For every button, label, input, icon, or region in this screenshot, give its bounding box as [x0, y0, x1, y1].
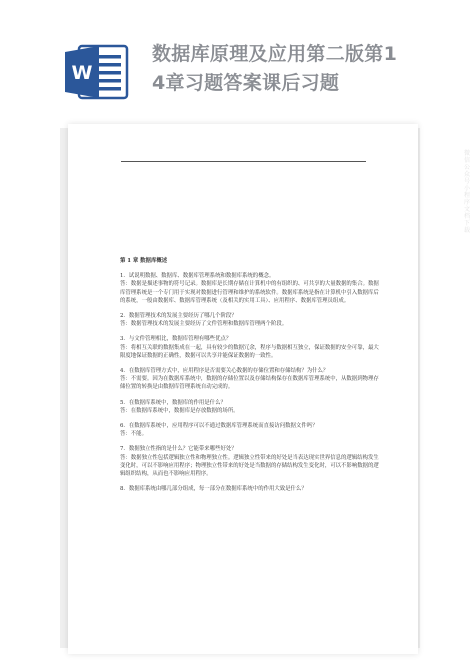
question-block — [120, 367, 382, 392]
title-line-1: 数据库原理及应用第二版第1 — [152, 43, 398, 65]
question-block — [120, 485, 382, 493]
question-block — [120, 422, 382, 438]
document-page — [68, 124, 418, 654]
answer-text: 答：数据独立性包括逻辑独立性和物理独立性。逻辑独立性带来的好处是当表达现实世界信息的逻辑结构发生变化时，可以不影响应用程序；物理独立性带来的好处是当数据的存储结构发生变化时，可以不影响数据的逻辑组织结构，从而也不影响应用程序。 — [120, 454, 379, 478]
question-text: 4．在数据库管理方式中，应用程序是否需要关心数据的存储位置和存储结构？为什么？ — [120, 368, 329, 375]
question-text: 1．试说明数据、数据库、数据库管理系统和数据库系统的概念。 — [120, 273, 275, 280]
svg-text:W: W — [71, 62, 93, 84]
question-block — [120, 312, 382, 328]
question-text: 7．数据独立性指的是什么？它能带来哪些好处？ — [120, 446, 237, 453]
answer-text: 答：不能。 — [120, 431, 147, 438]
answer-text: 答：将相互关联的数据集成在一起，具有较少的数据冗余，程序与数据相互独立，保证数据的安全可靠，最大限度地保证数据的正确性，数据可以共享并能保证数据的一致性。 — [120, 344, 379, 359]
answer-text: 答：数据是描述事物的符号记录。数据库是长期存储在计算机中的有组织的、可共享的大量数据的集合。数据库管理系统是一个专门用于实现对数据进行管理和维护的系统软件。数据库系统是指在计算机中引入数据库后的系统，一般由数据库、数据库管理系统（及相关的实用工具）、应用程序、数据库管理员组成。 — [120, 281, 379, 304]
question-text: 2．数据管理技术的发展主要经历了哪几个阶段？ — [120, 313, 237, 320]
question-block — [120, 445, 382, 478]
question-text: 3．与文件管理相比，数据库管理有哪些优点？ — [120, 336, 232, 343]
header-rule — [121, 161, 366, 162]
answer-text: 答：在数据库系统中，数据库是存放数据的场所。 — [120, 407, 239, 414]
answer-text: 答：数据管理技术的发展主要经历了文件管理和数据库管理两个阶段。 — [120, 321, 288, 328]
document-title — [152, 40, 452, 98]
side-watermark: 微信公众号小程序文档下载 — [464, 150, 471, 234]
question-text: 5．在数据库系统中，数据库的作用是什么？ — [120, 399, 226, 406]
chapter-heading: 第 1 章 数据库概述 — [120, 258, 168, 264]
question-text: 6．在数据库系统中，应用程序可以不通过数据库管理系统而直接访问数据文件吗？ — [120, 423, 318, 430]
question-block — [120, 399, 382, 415]
title-line-2: 4章习题答案课后习题 — [152, 72, 340, 94]
question-block — [120, 335, 382, 360]
question-text: 8．数据库系统由哪几部分组成，每一部分在数据库系统中的作用大致是什么？ — [120, 486, 307, 493]
word-document-icon — [63, 43, 129, 101]
answer-text: 答：不需要。因为在数据库系统中，数据的存储位置以及存储结构保存在数据库管理系统中，从数据到物理存储位置的转换是由数据库管理系统自动完成的。 — [120, 376, 379, 391]
page-header — [0, 0, 474, 122]
document-body — [120, 257, 382, 493]
question-block — [120, 272, 382, 305]
